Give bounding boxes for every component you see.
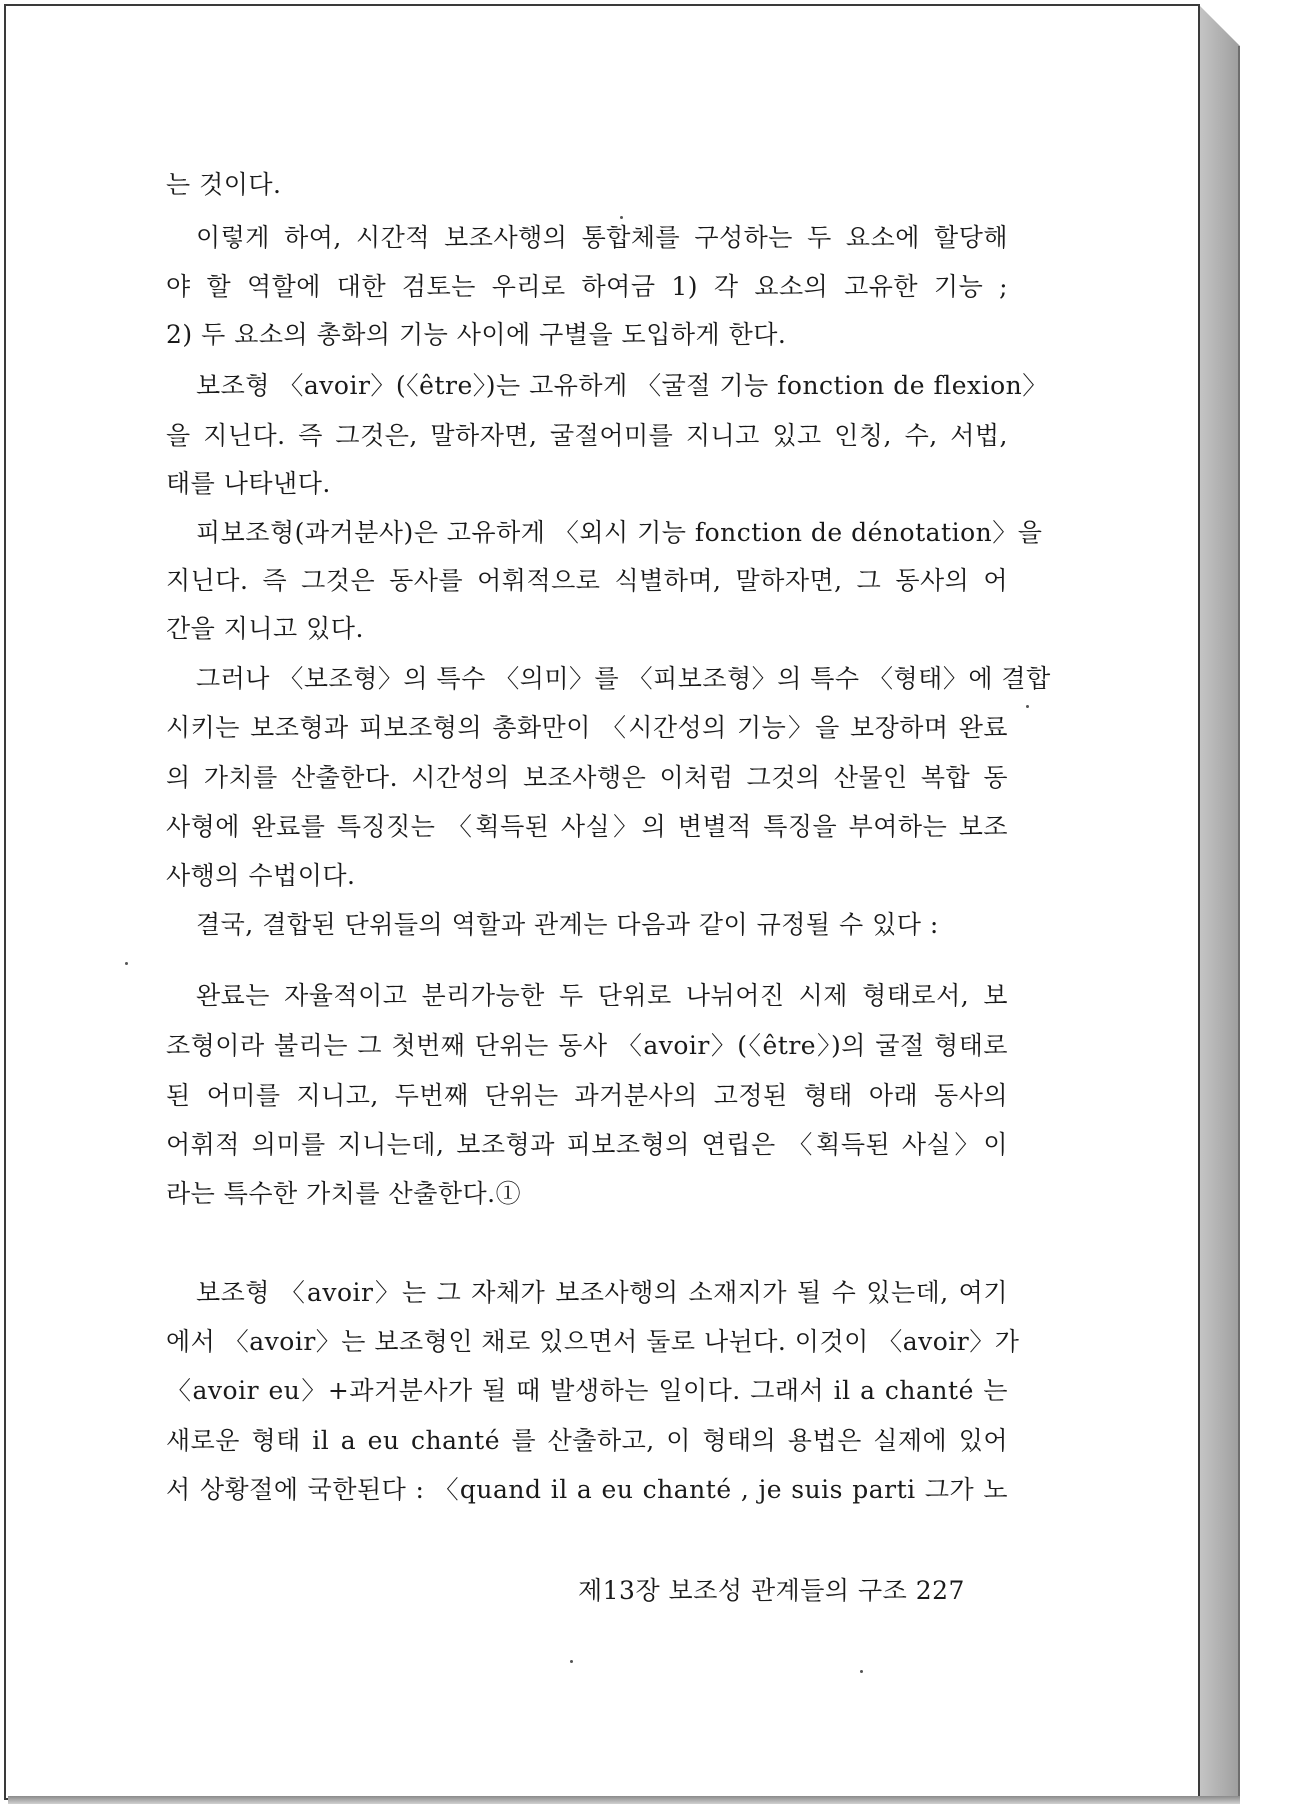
quote-line: 완료는 자율적이고 분리가능한 두 단위로 나뉘어진 시제 형태로서, 보 (196, 981, 1008, 1010)
text-line: 보조형 〈avoir〉(〈être〉)는 고유하게 〈굴절 기능 fonction de flexion〉 (196, 371, 1048, 400)
page-footer: 제13장 보조성 관계들의 구조 227 (578, 1576, 965, 1605)
quote-line: 조형이라 불리는 그 첫번째 단위는 동사 〈avoir〉(〈être〉)의 굴절 형태로 (166, 1031, 1008, 1060)
text-line: 야 할 역할에 대한 검토는 우리로 하여금 1) 각 요소의 고유한 기능 ; (166, 272, 1008, 301)
text-line: 간을 지니고 있다. (166, 614, 364, 643)
text-line: 사행의 수법이다. (166, 861, 356, 890)
text-line: 을 지닌다. 즉 그것은, 말하자면, 굴절어미를 지니고 있고 인칭, 수, 서법, (166, 421, 1008, 450)
text-line: 그러나 〈보조형〉의 특수 〈의미〉를 〈피보조형〉의 특수 〈형태〉에 결합 (196, 664, 1051, 693)
quote-line: 어휘적 의미를 지니는데, 보조형과 피보조형의 연립은 〈획득된 사실〉이 (166, 1130, 1008, 1159)
text-line: 사형에 완료를 특징짓는 〈획득된 사실〉의 변별적 특징을 부여하는 보조 (166, 812, 1008, 841)
text-line: 보조형 〈avoir〉는 그 자체가 보조사행의 소재지가 될 수 있는데, 여기 (196, 1278, 1008, 1307)
text-line: 서 상황절에 국한된다 : 〈quand il a eu chanté , je suis parti 그가 노 (166, 1475, 1008, 1504)
page-edge (1200, 6, 1240, 1804)
speck (1026, 705, 1029, 708)
text-line: 시키는 보조형과 피보조형의 총화만이 〈시간성의 기능〉을 보장하며 완료 (166, 713, 1008, 742)
quote-line: 된 어미를 지니고, 두번째 단위는 과거분사의 고정된 형태 아래 동사의 (166, 1081, 1008, 1110)
text-line: 〈avoir eu〉+과거분사가 될 때 발생하는 일이다. 그래서 il a chanté 는 (166, 1376, 1008, 1405)
speck (860, 1670, 863, 1673)
speck (570, 1660, 573, 1663)
speck (620, 216, 623, 219)
text-line: 태를 나타낸다. (166, 469, 331, 498)
page-shadow (8, 1796, 1240, 1804)
speck (125, 962, 128, 965)
text-line: 는 것이다. (166, 170, 282, 199)
text-line: 에서 〈avoir〉는 보조형인 채로 있으면서 둘로 나뉜다. 이것이 〈avoir〉가 (166, 1327, 1020, 1356)
text-line: 결국, 결합된 단위들의 역할과 관계는 다음과 같이 규정될 수 있다 : (196, 910, 939, 939)
quote-line: 라는 특수한 가치를 산출한다.① (166, 1179, 522, 1208)
text-line: 지닌다. 즉 그것은 동사를 어휘적으로 식별하며, 말하자면, 그 동사의 어 (166, 566, 1008, 595)
text-line: 피보조형(과거분사)은 고유하게 〈외시 기능 fonction de dénotation〉을 (196, 518, 1043, 547)
text-line: 이렇게 하여, 시간적 보조사행의 통합체를 구성하는 두 요소에 할당해 (196, 223, 1008, 252)
text-line: 의 가치를 산출한다. 시간성의 보조사행은 이처럼 그것의 산물인 복합 동 (166, 763, 1008, 792)
text-line: 2) 두 요소의 총화의 기능 사이에 구별을 도입하게 한다. (166, 320, 787, 349)
text-line: 새로운 형태 il a eu chanté 를 산출하고, 이 형태의 용법은 실제에 있어 (166, 1426, 1008, 1455)
